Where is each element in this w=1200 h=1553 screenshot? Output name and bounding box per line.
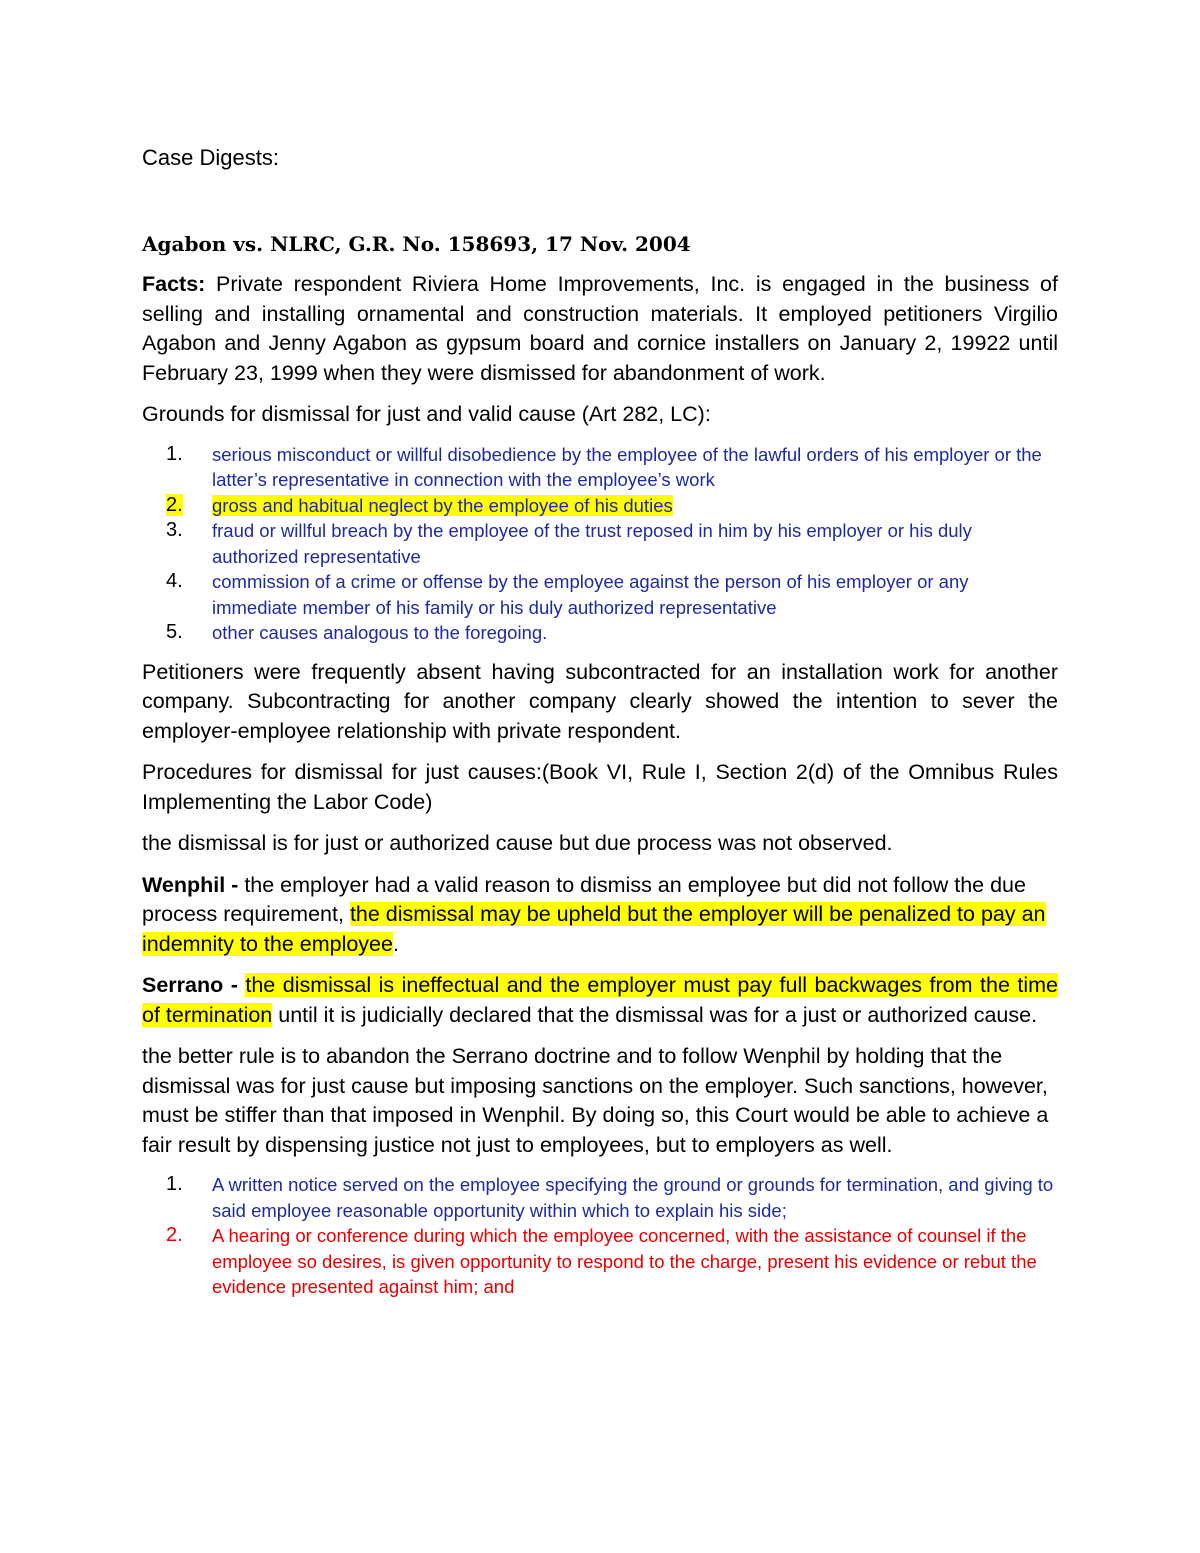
wenphil-tail: .	[392, 931, 399, 956]
list-item	[142, 493, 1058, 519]
list-number: 1.	[166, 442, 183, 465]
list-item-text: other causes analogous to the foregoing.	[212, 622, 548, 643]
list-item	[142, 442, 1058, 493]
document-heading: Case Digests:	[142, 145, 279, 170]
document-content	[142, 144, 1058, 1312]
list-number	[166, 493, 183, 519]
list-item-text: A hearing or conference during which the employee concerned, with the assistance of counsel if the employee so desires, is given opportunity to respond to the charge, present his evidence or rebut the evidence presented against him; and	[212, 1225, 1037, 1297]
wenphil-label: Wenphil -	[142, 872, 239, 897]
list-number: 5.	[166, 621, 183, 643]
due-process-paragraph: the dismissal is for just or authorized cause but due process was not observed.	[142, 831, 893, 855]
list-item	[142, 1172, 1058, 1223]
wenphil-highlight: the dismissal may be upheld but the employer will be penalized to pay an indemnity to the employee	[142, 902, 1046, 956]
case-title: Agabon vs. NLRC, G.R. No. 158693, 17 Nov. 2004	[142, 232, 691, 256]
grounds-list	[142, 442, 1058, 646]
facts-label: Facts:	[142, 272, 206, 296]
facts-text: Private respondent Riviera Home Improvements, Inc. is engaged in the business of selling and installing ornamental and construction materials. It employed petitioners Virgilio Agabon and Jenny Agabon as gypsum board and cornice installers on January 2, 19922 until February 23, 1999 when they were dismissed for abandonment of work.	[142, 272, 1058, 385]
serrano-highlight: the dismissal is ineffectual and the employer must pay full backwages from the time of termination	[142, 973, 1058, 1027]
list-item-text: fraud or willful breach by the employee of the trust reposed in him by his employer or his duly authorized representative	[212, 520, 972, 567]
serrano-paragraph	[142, 971, 1058, 1030]
list-number: 2.	[166, 1224, 183, 1246]
list-number-highlight: 2.	[166, 493, 183, 516]
list-item	[142, 620, 1058, 646]
better-rule-paragraph: the better rule is to abandon the Serrano doctrine and to follow Wenphil by holding that the dismissal was for just cause but imposing sanctions on the employer. Such sanctions, however, must be stiffer than that imposed in Wenphil. By doing so, this Court would be able to achieve a fair result by dispensing justice not just to employees, but to employers as well.	[142, 1044, 1049, 1157]
list-item-text: A written notice served on the employee specifying the ground or grounds for termination, and giving to said employee reasonable opportunity within which to explain his side;	[212, 1174, 1054, 1221]
serrano-tail: until it is judicially declared that the dismissal was for a just or authorized cause.	[272, 1002, 1038, 1027]
list-item	[142, 569, 1058, 620]
procedures-paragraph: Procedures for dismissal for just causes:(Book VI, Rule I, Section 2(d) of the Omnibus Rules Implementing the Labor Code)	[142, 760, 1058, 814]
grounds-intro: Grounds for dismissal for just and valid cause (Art 282, LC):	[142, 402, 711, 426]
list-number: 3.	[166, 519, 183, 541]
wenphil-text: the employer had a valid reason to dismiss an employee but did not follow the due process requirement,	[142, 872, 1026, 926]
list-number: 4.	[166, 570, 183, 592]
wenphil-paragraph	[142, 871, 1058, 960]
list-item-text: commission of a crime or offense by the employee against the person of his employer or any immediate member of his family or his duly authorized representative	[212, 571, 969, 618]
list-item	[142, 518, 1058, 569]
list-number: 1.	[166, 1173, 183, 1195]
list-item	[142, 1223, 1058, 1300]
requirements-list	[142, 1172, 1058, 1300]
list-item-text: serious misconduct or willful disobedience by the employee of the lawful orders of his employer or the latter’s representative in connection with the employee’s work	[212, 443, 1042, 490]
serrano-label: Serrano -	[142, 973, 238, 997]
facts-paragraph	[142, 270, 1058, 388]
list-item-text: gross and habitual neglect by the employee of his duties	[212, 494, 673, 516]
petitioners-paragraph: Petitioners were frequently absent having subcontracted for an installation work for another company. Subcontracting for another company clearly showed the intention to sever the employer-employee relationship with private respondent.	[142, 659, 1058, 743]
